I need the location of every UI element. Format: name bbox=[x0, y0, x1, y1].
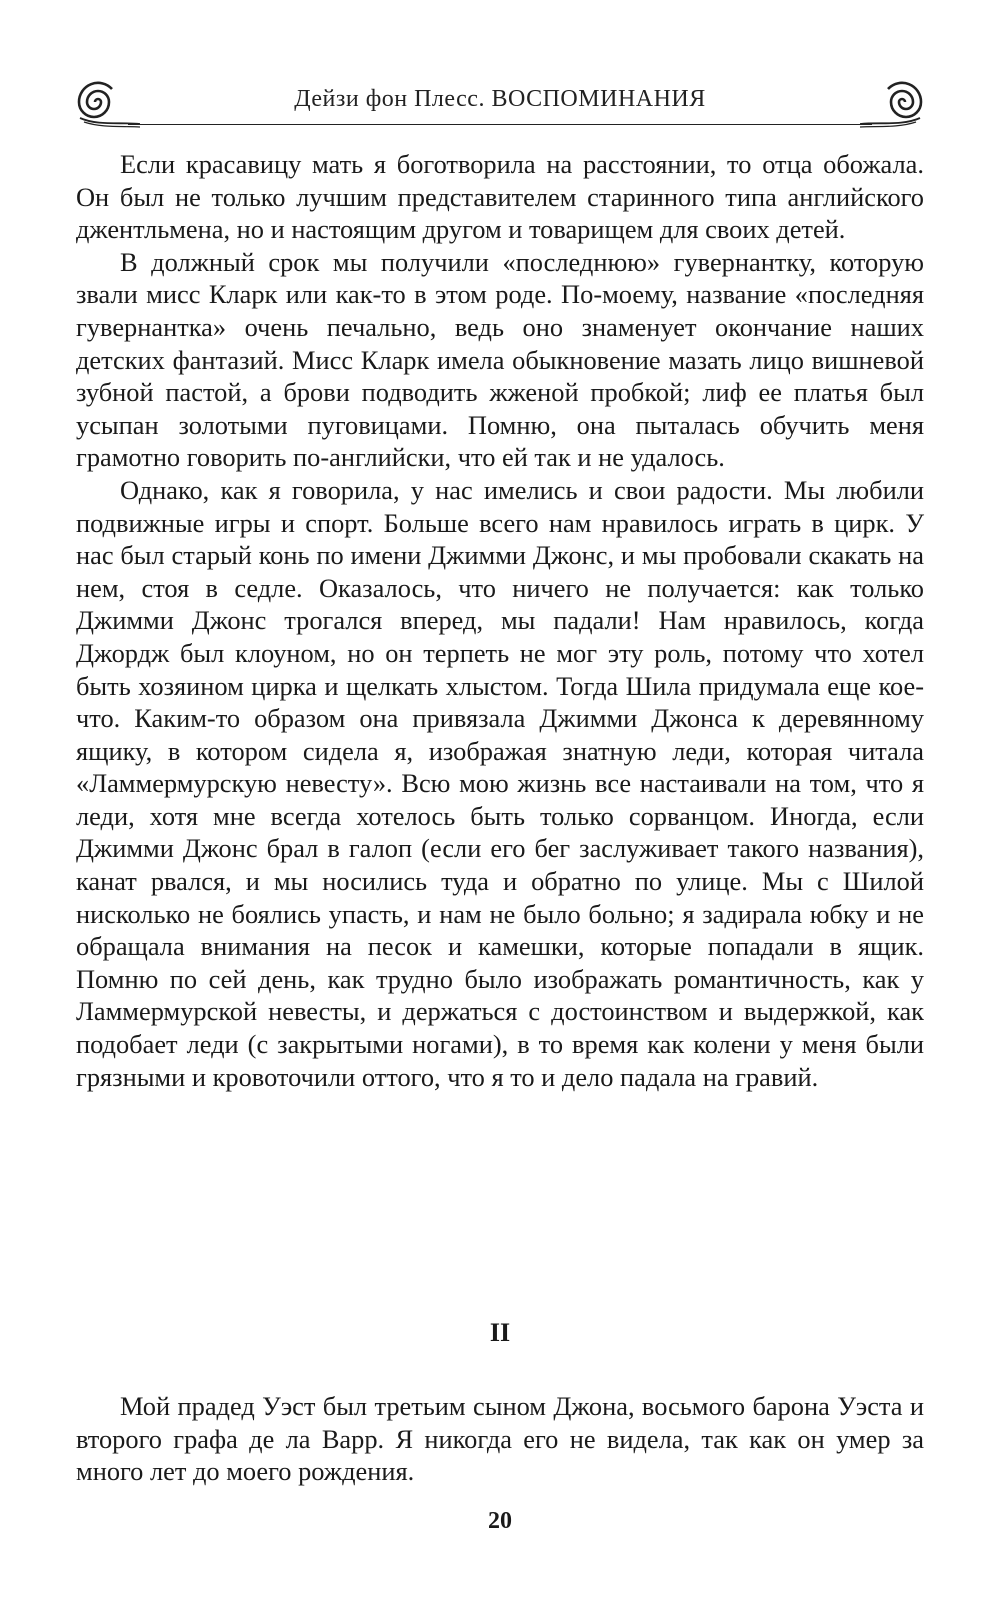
paragraph: В должный срок мы получили «последнюю» гувернантку, которую звали мисс Кларк или как-то в этом роде. По-моему, название «последняя гувернантка» очень печально, ведь оно знаменует окончание наших детских фантазий. Мисс Кларк имела обыкновение мазать лицо вишневой зубной пастой, а брови подводить жженой пробкой; лиф ее платья был усыпан золотыми пуговицами. Помню, она пыталась обучить меня грамотно говорить по-английски, что ей так и не удалось. bbox=[76, 246, 924, 473]
running-header-title: Дейзи фон Плесс. ВОСПОМИНАНИЯ bbox=[294, 86, 706, 112]
paragraph: Однако, как я говорила, у нас имелись и свои радости. Мы любили подвижные игры и спорт. Больше всего нам нравилось играть в цирк. У нас был старый конь по имени Джимми Джонс, и мы пробовали скакать на нем, стоя в седле. Оказалось, что ничего не получается: как только Джимми Джонс трогался вперед, мы падали! Нам нравилось, когда Джордж был клоуном, но он терпеть не мог эту роль, потому что хотел быть хозяином цирка и щелкать хлыстом. Тогда Шила придумала еще кое-что. Каким-то образом она привязала Джимми Джонса к деревянному ящику, в котором сидела я, изображая знатную леди, которая читала «Ламмермурскую невесту». Всю мою жизнь все настаивали на том, что я леди, хотя мне всегда хотелось быть только сорванцом. Иногда, если Джимми Джонс брал в галоп (если его бег заслуживает такого названия), канат рвался, и мы носились туда и обратно по улице. Мы с Шилой нисколько не боялись упасть, и нам не было больно; я задирала юбку и не обращала внимания на песок и камешки, которые попадали в ящик. Помню по сей день, как трудно было изображать романтичность, как у Ламмермурской невесты, и держаться с достоинством и выдержкой, как подобает леди (с закрытыми ногами), в то время как колени у меня были грязными и кровоточили оттого, что я то и дело падала на гравий. bbox=[76, 474, 924, 1092]
section-heading: II bbox=[489, 1318, 511, 1347]
page-number: 20 bbox=[488, 1508, 512, 1534]
body-text bbox=[76, 148, 924, 1093]
paragraph: Если красавицу мать я боготворила на расстоянии, то отца обожала. Он был не только лучшим представителем старинного типа английского джентльмена, но и настоящим другом и товарищем для своих детей. bbox=[76, 149, 924, 245]
spiral-ornament-icon bbox=[860, 72, 932, 134]
running-header bbox=[68, 72, 932, 134]
header-rule bbox=[128, 124, 872, 125]
section-text bbox=[76, 1390, 924, 1488]
paragraph: Мой прадед Уэст был третьим сыном Джона, восьмого барона Уэста и второго графа де ла Варр. Я никогда его не видела, так как он умер за много лет до моего рождения. bbox=[76, 1391, 924, 1487]
